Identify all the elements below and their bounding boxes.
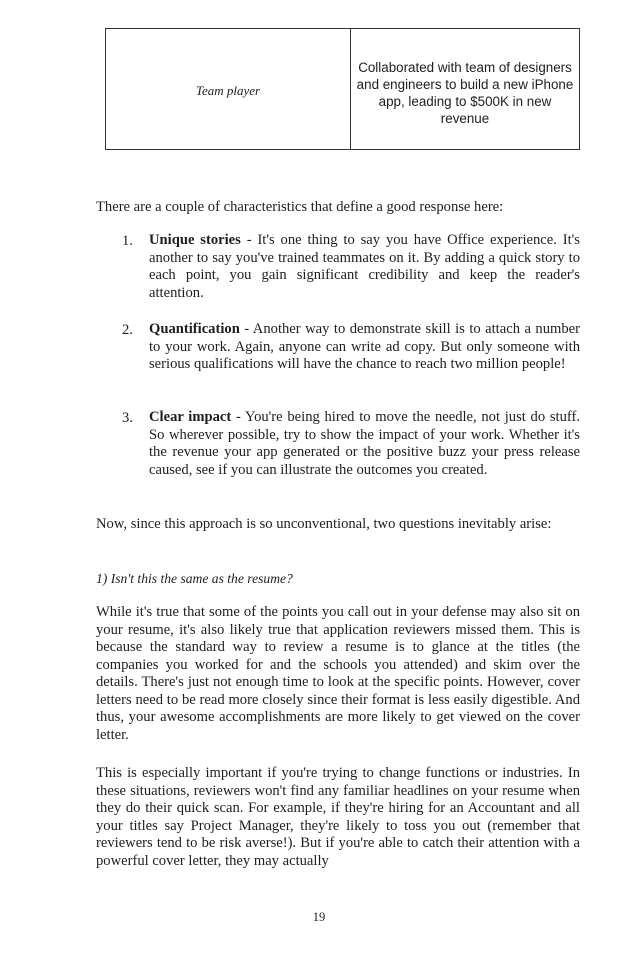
list-item-body: [149, 321, 580, 374]
list-item-number: 2.: [122, 322, 133, 338]
list-item-body: [149, 409, 580, 479]
list-item-text: - It's one thing to say you have Office experience. It's another to say you've trained teammates on it. By adding a quick story to each point, you gain significant credibility and keep the reader's attention.: [149, 232, 580, 301]
list-item-body: [149, 232, 580, 302]
list-item-number: 3.: [122, 410, 133, 426]
table-cell-evidence: Collaborated with team of designers and engineers to build a new iPhone app, leading to $500K in new revenue: [351, 29, 580, 150]
list-item-text: - You're being hired to move the needle, not just do stuff. So wherever possible, try to show the impact of your work. Whether it's the revenue your app generated or the positive buzz your press release caused, see if you can illustrate the outcomes you created.: [149, 409, 580, 478]
list-item-number: 1.: [122, 233, 133, 249]
page-number: 19: [312, 910, 326, 924]
body-paragraph: This is especially important if you're trying to change functions or industries. In these situations, reviewers won't find any familiar headlines on your resume when they do their quick scan. For example, if they're hiring for an Accountant and all your titles say Project Manager, they're likely to toss you out (remember that reviewers tend to be risk averse!). But if you're able to catch their attention with a powerful cover letter, they may actually: [96, 765, 580, 869]
intro-paragraph: There are a couple of characteristics that define a good response here:: [96, 199, 504, 215]
transition-paragraph: Now, since this approach is so unconventional, two questions inevitably arise:: [96, 516, 552, 532]
list-item-text: - Another way to demonstrate skill is to attach a number to your work. Again, anyone can write ad copy. But only someone with serious qualifications will have the chance to reach two million people!: [149, 321, 580, 372]
list-item-title: Quantification: [149, 321, 240, 337]
table-row: [106, 29, 580, 150]
skills-table: [105, 28, 580, 150]
table-cell-skill: Team player: [106, 29, 351, 150]
list-item-title: Clear impact: [149, 409, 232, 425]
question-heading: 1) Isn't this the same as the resume?: [96, 571, 293, 586]
list-item-title: Unique stories: [149, 232, 241, 248]
body-paragraph: While it's true that some of the points you call out in your defense may also sit on your resume, it's also likely true that application reviewers missed them. This is because the standard way to review a resume is to glance at the titles (the companies you worked for and the schools you attended) and skim over the details. There's just not enough time to look at the specific points. However, cover letters need to be read more closely since their format is less easily digestible. And thus, your awesome accomplishments are more likely to get viewed on the cover letter.: [96, 604, 580, 743]
